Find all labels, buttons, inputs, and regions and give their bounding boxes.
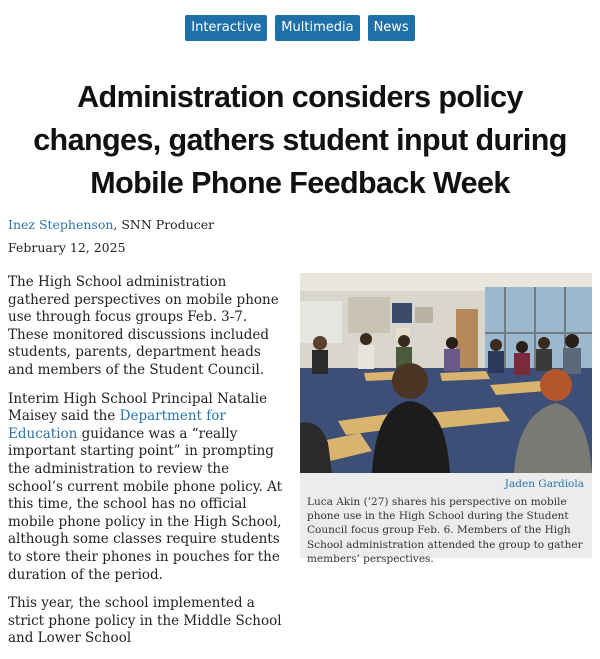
tag-interactive[interactable]: Interactive [185,15,267,41]
publish-date: February 12, 2025 [8,240,126,255]
paragraph-2-text-a: Interim High School Principal Natalie Maisey said the [8,390,268,425]
classroom-photo[interactable] [300,273,592,473]
photo-caption: Luca Akin (’27) shares his perspective on mobile phone use in the High School during the Student Council focus group Feb. 6. Members of the High School administration attended the group to gather members’ perspectives. [307,496,583,565]
author-link[interactable]: Inez Stephenson [8,217,114,232]
article-headline: Administration considers policy changes, gathers student input during Mobile Phone Feedback Week [33,80,567,200]
department-for-education-link[interactable]: Department for Education [8,408,226,442]
article-body [8,274,287,659]
tag-multimedia[interactable]: Multimedia [275,15,359,41]
paragraph-1: The High School administration gathered perspectives on mobile phone use through focus groups Feb. 3-7. These monitored discussions included students, parents, department heads and members of the Student Council. [8,274,279,378]
tag-news[interactable]: News [368,15,415,41]
byline [8,217,214,232]
author-role: , SNN Producer [113,217,215,232]
paragraph-3: This year, the school implemented a strict phone policy in the Middle School and Lower School [8,595,282,647]
paragraph-2-text-b: guidance was a “really important starting point” in prompting the administration to review the school’s current mobile phone policy. At this time, the school has no official mobile phone policy in the High School, although some classes require students to store their phones in pouches for the duration of the period. [8,425,283,583]
article-figure [300,273,592,565]
tag-list [0,15,600,41]
classroom-photo-graphic [300,273,592,473]
photo-credit: Jaden Gardiola [504,478,584,490]
paragraph-2 [8,391,287,585]
